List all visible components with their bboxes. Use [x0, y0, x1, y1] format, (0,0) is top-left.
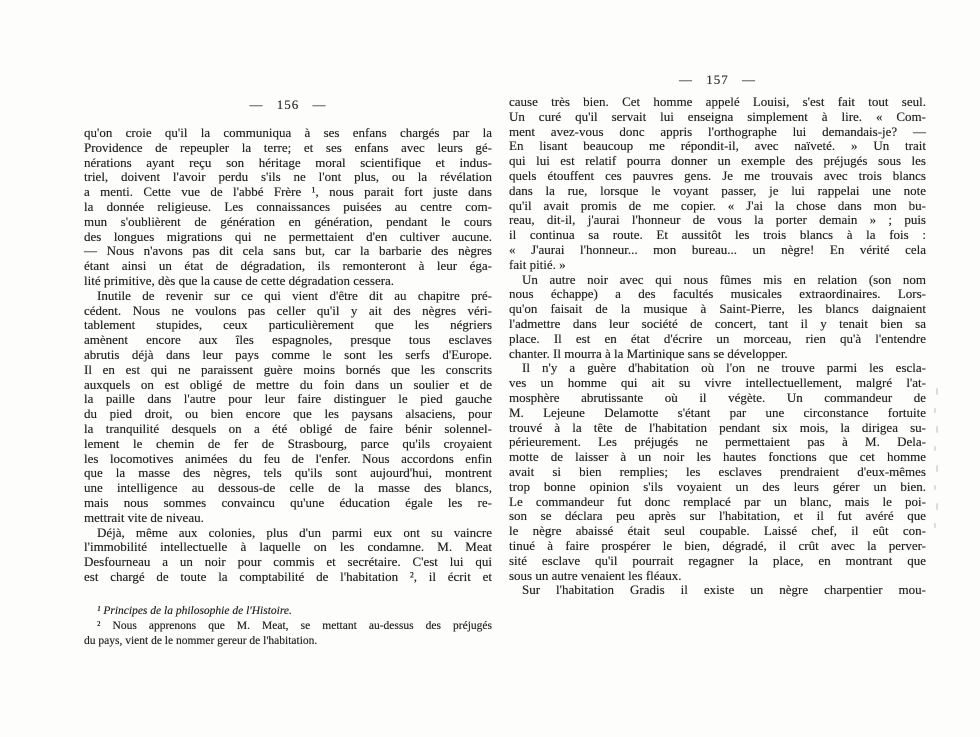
scan-speck [934, 485, 936, 490]
text-line: Un autre noir avec qui nous fûmes mis en relation (son nom [522, 271, 926, 287]
text-line: motte de laisser à un noir les hautes fonctions que cet homme [509, 449, 926, 465]
text-line: sous un autre venaient les fléaux. [509, 567, 682, 583]
page-number-header: — 156 — [249, 97, 327, 112]
paragraph [84, 289, 492, 526]
paragraph [509, 95, 926, 273]
text-line: Un curé qu'il servait lui enseigna simplement à lire. « Com- [509, 108, 926, 124]
text-line: lement le chemin de fer de Strasbourg, parce qu'ils croyaient [84, 435, 492, 451]
page-body [84, 126, 492, 585]
scan-speck [936, 426, 938, 433]
text-line: avait si bien remplies; les esclaves prendraient d'eux-mêmes [509, 463, 926, 479]
text-line: lité primitive, dès que la cause de cette dégradation cessera. [84, 272, 395, 288]
text-line: son se déclara peu après sur l'habitation, et il fut avéré que [509, 508, 926, 524]
text-line: étant ainsi un état de dégradation, ils remonteront à leur éga- [84, 258, 492, 274]
text-line: qu'on croie qu'il la communiqua à ses enfans chargés par la [84, 125, 492, 140]
scan-speck [934, 408, 936, 413]
text-line: reau, dit-il, j'aurai l'honneur de vous la porter demain » ; puis [509, 212, 926, 228]
text-line: le nègre abaissé était seul coupable. Laissé chef, il eût con- [509, 523, 926, 539]
text-line: du pied droit, ou bien encore que les paysans alsaciens, pour [84, 406, 492, 422]
text-line: place. Il est en état d'écrire un morceau, rien qu'à l'entendre [509, 330, 926, 346]
text-line: — Nous n'avons pas dit cela sans but, car la barbarie des nègres [84, 243, 492, 259]
text-line: Desfourneau a un noir pour commis et secrétaire. C'est lui qui [84, 554, 492, 570]
paragraph [84, 126, 492, 289]
scan-speck [934, 446, 936, 451]
text-line: l'admettre dans leur société de concert, tant il y tenait bien sa [509, 315, 926, 331]
text-line: que la masse des nègres, tels qu'ils sont aujourd'hui, montrent [84, 465, 492, 481]
text-line: la donnée religieuse. Les connaissances puisées au centre com- [84, 198, 492, 214]
text-line: ves un homme qui ait su vivre intellectuellement, malgré l'at- [509, 375, 926, 391]
text-line: mais nous sommes convaincu qu'une éducation égale les re- [84, 494, 492, 510]
text-line: tablement stupides, ceux particulièrement que les négriers [84, 317, 492, 333]
text-line: ¹ Principes de la philosophie de l'Histoire. [97, 604, 292, 617]
text-line: M. Lejeune Delamotte s'étant par une circonstance fortuite [509, 404, 926, 420]
text-line: Déjà, même aux colonies, plus d'un parmi eux ont su vaincre [97, 524, 492, 540]
text-line: cause très bien. Cet homme appelé Louisi, s'est fait tout seul. [509, 94, 926, 109]
text-line: Il en est qui ne paraissent guère moins bornés que les conscrits [84, 361, 492, 377]
scan-speck [934, 523, 936, 528]
text-line: mosphère abrutissante où il végète. Un commandeur de [509, 389, 926, 405]
text-line: trouvé à la tête de l'habitation pendant six mois, la dirigea su- [509, 419, 926, 435]
scan-speck [936, 388, 938, 395]
text-line: qu'on faisait de la musique à Saint-Pierre, les blancs daignaient [509, 301, 926, 317]
text-line: les locomotives animées du feu de l'enfer. Nous accordons enfin [84, 450, 492, 466]
text-line: est chargé de toute la comptabilité de l'habitation ², il écrit et [84, 568, 492, 584]
text-line: qu'il avait promis de me copier. « J'ai la chose dans mon bu- [509, 197, 926, 213]
text-line: nérations ayant reçu son héritage moral scientifique et indus- [84, 154, 492, 170]
text-line: du pays, vient de le nommer gereur de l'habitation. [84, 634, 318, 647]
text-line: abrutis déjà dans leur pays comme le sont les serfs d'Europe. [84, 346, 492, 362]
paragraph [509, 361, 926, 583]
text-line: mettrait vite de niveau. [84, 509, 204, 525]
text-line: « J'aurai l'honneur... mon bureau... un nègre! En vérité cela [509, 241, 926, 257]
text-line: triel, doivent l'avoir perdu s'ils ne l'ont plus, ou la révélation [84, 169, 492, 185]
text-line: sité esclave qu'il pourrait regagner la place, en montrant que [509, 552, 926, 568]
text-line: dans la rue, lorsque le voyant passer, je lui rappelai une note [509, 182, 926, 198]
text-line: une intelligence au dessous-de celle de la masse des blancs, [84, 480, 492, 496]
paragraph [84, 619, 492, 649]
text-line: mun s'oublièrent de génération en génération, pendant le cours [84, 213, 492, 229]
page-number-header: — 157 — [679, 72, 756, 87]
paragraph [509, 273, 926, 362]
text-line: auxquels on est obligé de mettre du foin dans un soulier et de [84, 376, 492, 392]
text-line: amènent encore aux îles espagnoles, presque tous esclaves [84, 332, 492, 348]
text-line: trop bonne opinion s'ils voyaient un des leurs gérer un bien. [509, 478, 926, 494]
text-line: il continua sa route. Et aussitôt les trois blancs à la fois : [509, 227, 926, 243]
text-line: Providence de repeupler la terre; et ses enfans avec leurs gé- [84, 139, 492, 155]
text-line: l'immobilité intellectuelle à laquelle on les condamne. M. Meat [84, 539, 492, 555]
text-line: tinué à faire prospérer le bien, dégradé, il crût avec la perver- [509, 537, 926, 553]
text-line: périeurement. Les préjugés ne permettaient pas à M. Dela- [509, 434, 926, 450]
text-line: Sur l'habitation Gradis il existe un nègre charpentier mou- [522, 582, 926, 598]
text-line: a menti. Cette vue de l'abbé Frère ¹, nous parait fort juste dans [84, 184, 492, 200]
text-line: Le commandeur fut donc remplacé par un blanc, mais le poi- [509, 493, 926, 509]
paragraph [84, 604, 492, 619]
text-line: En lisant beaucoup me répondit-il, avec naïveté. » Un trait [509, 138, 926, 154]
paragraph [84, 526, 492, 585]
text-line: Inutile de revenir sur ce qui vient d'être dit au chapitre pré- [97, 287, 492, 303]
text-line: qui lui est relatif pourra donner un exemple des préjugés sous les [509, 153, 926, 169]
text-line: la paille dans l'autre pour leur faire distinguer le pied gauche [84, 391, 492, 407]
page-157 [509, 72, 926, 598]
text-line: chanter. Il mourra à la Martinique sans se développer. [509, 345, 788, 361]
scan-artifacts [934, 388, 940, 528]
text-line: cédent. Nous ne voulons pas celler qu'il y ait des nègres véri- [84, 302, 492, 318]
text-line: fait pitié. » [509, 256, 566, 272]
footnotes [84, 604, 492, 649]
text-line: nous échappe) a des facultés musicales extraordinaires. Lors- [509, 286, 926, 302]
text-line: des longues migrations qui ne permettaient d'en cultiver aucune. [84, 228, 492, 244]
text-line: Il n'y a guère d'habitation où l'on ne trouve parmi les escla- [522, 360, 926, 376]
scan-speck [936, 503, 938, 510]
text-line: quels étouffent ces pauvres gens. Je me trouvais avec trois blancs [509, 167, 926, 183]
text-line: la tranquilité desquels on a été obligé de faire bénir solennel- [84, 420, 492, 436]
paragraph [509, 583, 926, 598]
scan-speck [936, 465, 938, 472]
text-line: ment avez-vous donc appris l'orthographe lui demandais-je? — [509, 123, 926, 139]
page-156 [84, 97, 492, 649]
text-line: ² Nous apprenons que M. Meat, se mettant au-dessus des préjugés [97, 619, 492, 632]
page-body [509, 95, 926, 598]
